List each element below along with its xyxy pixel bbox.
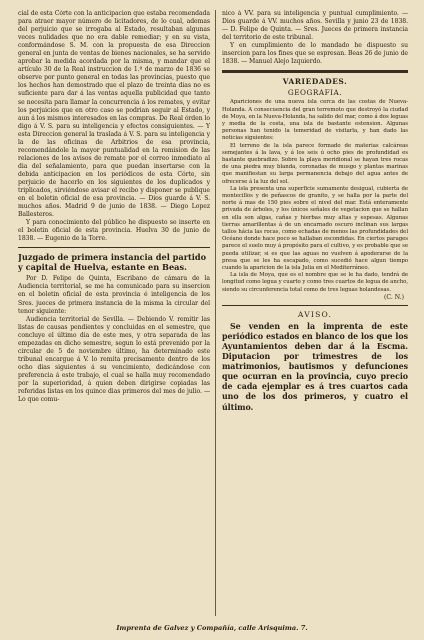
right-paragraph-1: nico á VV. para su inteligencia y puntual cumplimiento. — Dios guarde á VV. muchos años. Sevilla y junio 23 de 1838. — D. Felipe de Quinta. — Sres. Jueces de primera instancia del territorio de este tribunal. <box>222 10 408 42</box>
left-column <box>18 10 210 616</box>
right-paragraph-7: Se venden en la imprenta de este periódico estados en blanco de los que los Ayuntamientos deben dar á la Escma. Diputacion por trimestres de los matrimonios, bautismos y defunciones que ocurran en la provincia, cuyo precio de cada ejemplar es á tres cuartos cada uno de los dos primeros, y cuatro el último. <box>222 321 408 412</box>
geografia-heading: GEOGRAFIA. <box>287 88 343 98</box>
right-paragraph-5: La isla presenta una superficie sumamente desigual, cubierta de montecillos y de peñascos de granito, y se halla por la parte del norte á mas de 150 pies sobre el nivel del mar. Está enteramente privada de árboles, y los únicos señales de vegetacion que se hallan en ella son algas, cañas y hierbas muy altas y espesas. Algunas tierras amarillentas á de un encarnado oscuro inclinan sus largas tallos hácia las rocas, como echadas de menos las profundidades del Océano donde hace poco se hallaban escondidas. En ciertos parages parece el suelo muy á propósito para el cultivo, y es probable que se pueda utilizar, si es que las aguas no vuelven á apoderarse de la presa que se les ha escapado, como sucedió hace algun tiempo cuando la aparicion de la isla Julia en el Mediterráneo. <box>222 185 408 271</box>
imprint-footer: Imprenta de Galvez y Compañía, calle Arisquima. 7. <box>116 624 308 632</box>
aviso-heading: AVISO. <box>297 309 333 319</box>
left-paragraph-3: Por D. Felipe de Quinta, Escribano de cámara de la Audiencia territorial, se me ha comunicado para su insercion en el boletin oficial de esta provincia é inteligencia de los Sres. jueces de primera instancia de la misma la circular del tenor siguiente: <box>18 275 210 315</box>
right-paragraph-3: Apariciones de una nueva isla cerca de las costas de Nueva-Holanda. A consecuencia del gran terremoto que destroyó la ciudad de Moya, en la Nueva-Holanda, ha salido del mar, como á dos leguas y media de la costa, una isla de bastante estension. Algunas personas han tenido la temeridad de visitarla, y han dado las noticias siguientes: <box>222 99 408 142</box>
column-divider <box>215 10 216 616</box>
article-signature: (C. N.) <box>384 293 404 301</box>
left-paragraph-2: Y para conocimiento del público he dispuesto se inserte en el boletin oficial de esta provincia. Huelva 30 de junio de 1838. — Eugenio de la Torre. <box>18 219 210 243</box>
left-paragraph-1: cial de esta Córte con la anticipacion que estaba recomendada para atraer mayor número de licitadores, de lo cual, ademas del perjuicio que se irrogaba al Estado, resultaban algunas veces nulidades que no era dable remediar; y en su vista, conformándose S. M. con la propuesta de esa Direccion general en junta de ventas de bienes nacionales, se ha servido aprobar la medida acordada por la misma, y mandar que el artículo 30 de la Real instruccion de 1.º de marzo de 1836 se observe por punto general en todas las provincias, puesto que los hechos han demostrado que el plazo de treinta dias no es suficiente para dar á las ventas aquella publicidad que tanto se necesita para llamar la concurrencia á los remates, y evitar los perjuicios que en otro caso se podrian seguir al Estado, y aun á los mismos interesados en las compras. De Real órden lo digo á V. S. para su inteligencia y efectos consiguientes. — Y esta Direccion general la traslada á V. S. para su inteligencia y la de las oficinas de Arbitrios de esa provincia, recomendándole la mayor puntualidad en la remision de las relaciones de los avisos de remate por el correo inmediato al dia del señalamiento, para que puedan insertarse con la debida anticipacion en los periódicos de esta Córte, sin perjuicio de hacerlo en los siguientes de los duplicados y triplicados, sirviéndose avisar el recibo y disponer se publique en el boletin oficial de esa provincia. — Dios guarde á V. S. muchos años. Madrid 9 de junio de 1838. — Diego Lopez Ballesteros. <box>18 10 210 219</box>
left-divider-1 <box>18 247 210 248</box>
variedades-heading: VARIEDADES. <box>282 77 348 87</box>
right-paragraph-6: La isla de Moya, que es el nombre que se le ha dado, tendrá de longitud como legua y cuarto y como tres cuartos de legua de ancho, siendo su circunferencia total como de tres leguas holandesas. <box>222 272 408 293</box>
right-divider-2 <box>222 305 408 306</box>
right-paragraph-4: El terreno de la isla parece formado de materias calcáreas semejantes á la lava, y á los seis ú ocho pies de profundidad es bastante quebradizo. Sobre la playa meridional se hayan tres rocas de una piedra muy blanda, coronadas de musgo y plantas marinas que manifiestan su larga permanencia debajo del agua antes de ofrecerse á la luz del sol. <box>222 142 408 185</box>
right-paragraph-2: Y en cumplimiento de lo mandado he dispuesto su insercion para los fines que se espresan. Beas 26 de junio de 1838. — Manuel Alejo Izquierdo. <box>222 42 408 66</box>
right-column <box>222 10 408 616</box>
left-paragraph-4: Audiencia territorial de Sevilla. — Debiendo V. remitir las listas de causas pendientes y concluidas en el semestre, que concluye el último dia de este mes, y otra separada de las empezadas en dicho semestre, segun lo está prevenido por la circular de 5 de noviembre último, ha determinado este tribunal encargue á V. lo remita precisamente dentro de los ocho dias siguientes á su vencimiento, dedicándose con preferencia á este trabajo, el cual se halla muy recomendado por la superioridad, á quien deben dirigirse copiadas las referidas listas en los quince dias primeros del mes de julio. — Lo que comu- <box>18 315 210 404</box>
court-heading: Juzgado de primera instancia del partido y capital de Huelva, estante en Beas. <box>18 252 207 273</box>
right-divider-1 <box>222 70 408 73</box>
